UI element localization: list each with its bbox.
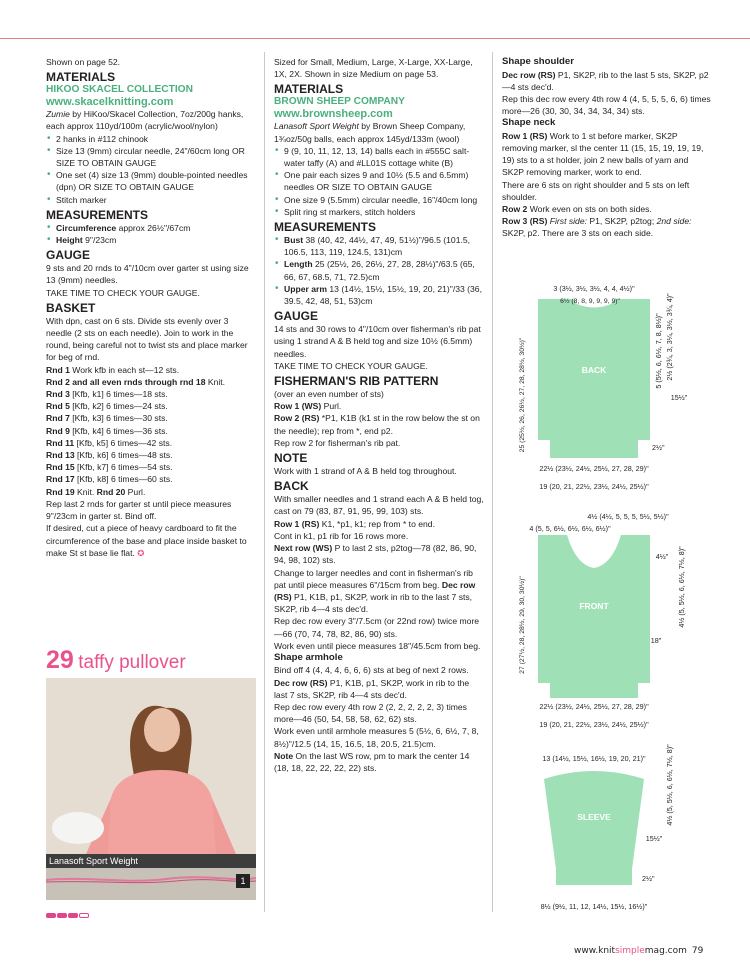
armhole-heading: Shape armhole: [274, 651, 343, 663]
round-line: Rnd 7 [Kfb, k3] 6 times—30 sts.: [46, 413, 168, 424]
yarn-desc: Zumie by HiKoo/Skacel Collection, 7oz/200g hanks, each approx 110yd/100m (acrylic/wool/nylon): [46, 109, 244, 132]
pattern-name: taffy pullover: [78, 652, 186, 673]
back-heading: BACK: [274, 479, 309, 494]
sleeve-cap-depth: 4½ (5, 5½, 6, 6½, 7½, 8)": [665, 744, 674, 826]
height: • Height 9"/23cm: [46, 234, 256, 246]
back-top-width: 3 (3½, 3½, 3½, 4, 4, 4½)": [553, 284, 635, 293]
armhole-work: Work even until armhole measures 5 (5½, 6, 6½, 7, 8, 8½)"/12.5 (14, 15, 16.5, 18, 20.5, 21.5)cm.: [274, 726, 479, 749]
brand-name: HIKOO SKACEL COLLECTION: [46, 84, 193, 96]
model-photo: [46, 678, 256, 854]
back-lower-width: 22½ (23½, 24½, 25½, 27, 28, 29)": [539, 464, 649, 473]
material-item: • 2 hanks in #112 chinook: [46, 133, 256, 145]
neck-sts: There are 6 sts on right shoulder and 5 sts on left shoulder.: [502, 179, 690, 202]
rep-row2: Rep row 2 for fisherman's rib pat.: [274, 437, 401, 448]
brand-url[interactable]: www.brownsheep.com: [274, 108, 393, 121]
round-line: Rnd 2 and all even rnds through rnd 18 Knit.: [46, 376, 226, 387]
top-rule: [0, 38, 750, 39]
neck-row: Row 3 (RS) First side: P1, SK2P, p2tog; 2nd side: SK2P, p2. There are 3 sts on each side.: [502, 216, 692, 239]
gauge-text: 14 sts and 30 rows to 4"/10cm over fisherman's rib pat using 1 strand A & B held tog and size 10½ (6.5mm) needles.: [274, 324, 481, 359]
back-rib-depth: 2½": [652, 443, 665, 452]
armhole-rep: Rep dec row every 4th row 2 (2, 2, 2, 2, 2, 3) times more—46 (50, 54, 58, 58, 62, 62) sts.: [274, 702, 467, 725]
rep-last: Rep last 2 rnds for garter st until piece measures 9"/23cm in garter st. Bind off.: [46, 498, 232, 522]
bust: • Bust 38 (40, 42, 44½, 47, 49, 51½)"/96.5 (101.5, 106.5, 113, 119, 124.5, 131)cm: [274, 234, 484, 258]
shoulder-heading: Shape shoulder: [502, 56, 574, 67]
yarn-desc: Lanasoft Sport Weight by Brown Sheep Company, 1¾oz/50g balls, each approx 145yd/133m (wool): [274, 121, 466, 144]
shown-on: Shown on page 52.: [46, 57, 121, 67]
front-label: FRONT: [579, 601, 609, 611]
brand-url[interactable]: www.skacelknitting.com: [46, 96, 174, 109]
back-row: Row 1 (RS) K1, *p1, k1; rep from * to end.: [274, 518, 435, 529]
material-item: • Stitch marker: [46, 194, 256, 206]
sleeve-shape: [544, 771, 644, 885]
yarn-weight-badge: 1: [236, 874, 250, 888]
cardboard-tip: If desired, cut a piece of heavy cardboard to fit the circumference of the base and place inside basket to make St st base lie flat. ✪: [46, 523, 247, 558]
column-shaping: [502, 56, 712, 240]
gauge-text: 9 sts and 20 rnds to 4"/10cm over garter st using size 13 (9mm) needles.: [46, 263, 249, 286]
round-line: Rnd 1 Work kfb in each st—12 sts.: [46, 364, 180, 375]
upper-arm: • Upper arm 13 (14½, 15½, 15½, 19, 20, 21)"/33 (36, 39.5, 42, 48, 51, 53)cm: [274, 283, 484, 307]
measurements-heading: MEASUREMENTS: [274, 220, 377, 235]
site-accent: simple: [615, 946, 645, 956]
armhole-text: Bind off 4 (4, 4, 4, 6, 6, 6) sts at beg of next 2 rows. Dec row (RS) P1, K1B, p1, SK2P, work in rib to the last 7 sts, SK2P, rib 4—4 sts dec'd.: [274, 665, 470, 700]
back-cont: Cont in k1, p1 rib for 16 rows more.: [274, 530, 409, 541]
yarn-strand: [46, 854, 256, 900]
round-line: Rnd 17 [Kfb, k8] 6 times—60 sts.: [46, 474, 173, 485]
circumference: • Circumference approx 26½"/67cm: [46, 222, 256, 234]
front-total-length: 27 (27½, 28, 28½, 29, 30, 30½)": [519, 576, 526, 674]
next-row: Next row (WS) P to last 2 sts, p2tog—78 (82, 86, 90, 94, 98, 102) sts.: [274, 543, 477, 566]
back-neck-width: 6½ (8, 8, 9, 9, 9, 9)": [560, 298, 620, 305]
note-text: Work with 1 strand of A & B held tog throughout.: [274, 466, 457, 477]
front-shoulder-top: 4½ (4½, 5, 5, 5, 5½, 5½)": [587, 512, 669, 521]
column-pullover: [274, 56, 484, 774]
round-line: Rnd 19 Knit. Rnd 20 Purl.: [46, 486, 146, 497]
back-armhole-depth: 5 (5½, 6, 6½, 7, 8, 8½)": [654, 313, 663, 389]
note-heading: NOTE: [274, 451, 308, 466]
front-neck-depth: 4½": [655, 552, 669, 561]
column-basket: [46, 56, 256, 559]
brand-name: BROWN SHEEP COMPANY: [274, 96, 405, 108]
sizes: Sized for Small, Medium, Large, X-Large, XX-Large, 1X, 2X. Shown in size Medium on page 53.: [274, 57, 473, 80]
end-of-pattern-icon: ✪: [137, 547, 145, 558]
front-hem-width: 19 (20, 21, 22½, 23½, 24½, 25½)": [539, 720, 649, 729]
progress-pill: [79, 913, 89, 918]
front-shape: [538, 535, 650, 698]
pattern-title: [46, 646, 186, 675]
round-line: Rnd 13 [Kfb, k6] 6 times—48 sts.: [46, 450, 173, 461]
materials-heading: MATERIALS: [274, 82, 344, 97]
front-neck-width: 4 (5, 5, 6½, 6½, 6½, 6½)": [529, 524, 611, 533]
sleeve-label: SLEEVE: [577, 812, 611, 822]
material-item: • Size 13 (9mm) circular needle, 24"/60cm long OR SIZE TO OBTAIN GAUGE: [46, 145, 256, 169]
measurements-heading: MEASUREMENTS: [46, 207, 149, 222]
material-item: • One set (4) size 13 (9mm) double-pointed needles (dpn) OR SIZE TO OBTAIN GAUGE: [46, 169, 256, 193]
sleeve-cuff-width: 8½ (9½, 11, 12, 14½, 15½, 16½)": [540, 902, 648, 911]
shoulder-dec: Dec row (RS) P1, SK2P, rib to the last 5 sts, SK2P, p2—4 sts dec'd.: [502, 69, 709, 92]
change-needles: Change to larger needles and cont in fisherman's rib pat until piece measures 6"/15cm from beg. Dec row (RS) P1, K1B, p1, SK2P, work in rib to the last 7 sts, SK2P, rib 4—4 sts dec'd.: [274, 567, 476, 615]
yarn-band: [46, 854, 256, 900]
yarn-name: Lanasoft Sport Weight: [274, 121, 359, 132]
page-number: 79: [691, 946, 704, 956]
back-hem-width: 19 (20, 21, 22½, 23½, 24½, 25½)": [539, 482, 649, 491]
site-prefix: www.knit: [574, 946, 616, 956]
gauge-heading: GAUGE: [46, 248, 91, 263]
yarn-name: Zumie: [46, 109, 70, 120]
basket-intro: With dpn, cast on 6 sts. Divide sts evenly over 3 needle (2 sts on each needle). Join to work in the round, being careful not to twist sts and place marker for beg of rnd.: [46, 315, 248, 363]
round-line: Rnd 15 [Kfb, k7] 6 times—54 sts.: [46, 462, 173, 473]
front-armhole-depth: 4½ (5, 5½, 6, 6½, 7½, 8)": [677, 546, 686, 628]
column-divider: [264, 52, 265, 912]
progress-pill: [57, 913, 67, 918]
neck-row: Row 1 (RS) Work to 1 st before marker, SK2P removing marker, sl the center 11 (15, 15, 19, 19, 19, 19) sts to a st holder, join 2 new balls of yarn and SK2P removing marker, work to end.: [502, 130, 704, 178]
progress-pill: [68, 913, 78, 918]
back-shoulder-depth: 2½ (2¾, 3, 3¼, 3½, 3¾, 4)": [665, 293, 674, 381]
gauge-check: TAKE TIME TO CHECK YOUR GAUGE.: [274, 360, 428, 371]
round-line: Rnd 11 [Kfb, k5] 6 times—42 sts.: [46, 437, 173, 448]
gauge-heading: GAUGE: [274, 309, 319, 324]
length: • Length 25 (25½, 26, 26½, 27, 28, 28½)"/63.5 (65, 66, 67, 68.5, 71, 72.5)cm: [274, 258, 484, 282]
front-lower-width: 22½ (23½, 24½, 25½, 27, 28, 29)": [539, 702, 649, 711]
material-item: • Split ring st markers, stitch holders: [274, 206, 484, 218]
back-shape: [538, 299, 650, 458]
shoulder-rep: Rep this dec row every 4th row 4 (4, 5, 5, 5, 6, 6) times more—26 (30, 30, 34, 34, 34, 34) sts.: [502, 93, 711, 117]
rib-heading: FISHERMAN'S RIB PATTERN: [274, 374, 439, 389]
material-item: • 9 (9, 10, 11, 12, 13, 14) balls each in #555C salt-water taffy (A) and #LL01S cottage white (B): [274, 145, 484, 169]
material-item: • One size 9 (5.5mm) circular needle, 16"/40cm long: [274, 194, 484, 206]
materials-heading: MATERIALS: [46, 70, 116, 85]
back-text: With smaller needles and 1 strand each A & B held tog, cast on 79 (83, 87, 91, 95, 99, 103) sts.: [274, 494, 484, 517]
sleeve-length: 15½": [645, 834, 663, 843]
rib-note: (over an even number of sts): [274, 389, 384, 400]
rep-dec: Rep dec row every 3"/7.5cm (or 22nd row) twice more—66 (70, 74, 78, 82, 86, 90) sts.: [274, 616, 480, 639]
sleeve-cuff-depth: 2½": [642, 874, 655, 883]
back-side-length: 15½": [670, 393, 688, 402]
neck-heading: Shape neck: [502, 117, 556, 129]
round-line: Rnd 3 [Kfb, k1] 6 times—18 sts.: [46, 389, 168, 400]
back-total-length: 25 (25½, 26, 26½, 27, 28, 28½, 30½)": [519, 337, 526, 453]
pattern-number: 29: [46, 646, 74, 674]
column-divider: [492, 52, 493, 912]
rib-row: Row 1 (WS) Purl.: [274, 401, 342, 412]
progress-pill: [46, 913, 56, 918]
yarn-band-label: Lanasoft Sport Weight: [46, 854, 256, 868]
site-suffix: mag.com: [644, 946, 687, 956]
basket-heading: BASKET: [46, 300, 96, 315]
front-side-length: 18": [650, 636, 662, 645]
sleeve-top-width: 13 (14½, 15½, 16½, 19, 20, 21)": [542, 754, 646, 763]
neck-row: Row 2 Work even on sts on both sides.: [502, 204, 652, 215]
page-progress-icon: [46, 905, 90, 923]
rib-row: Row 2 (RS) *P1, K1B (k1 st in the row below the st on the needle); rep from *, end p2.: [274, 413, 480, 436]
round-line: Rnd 5 [Kfb, k2] 6 times—24 sts.: [46, 401, 168, 412]
note2: Note On the last WS row, pm to mark the center 14 (18, 18, 22, 22, 22, 22) sts.: [274, 750, 470, 774]
material-item: • One pair each sizes 9 and 10½ (5.5 and 6.5mm) needles OR SIZE TO OBTAIN GAUGE: [274, 169, 484, 193]
round-line: Rnd 9 [Kfb, k4] 6 times—36 sts.: [46, 425, 168, 436]
page-footer: [574, 946, 703, 956]
work-even: Work even until piece measures 18"/45.5cm from beg.: [274, 640, 481, 651]
back-label: BACK: [581, 365, 607, 375]
gauge-check: TAKE TIME TO CHECK YOUR GAUGE.: [46, 287, 200, 298]
schematics: [494, 275, 724, 925]
